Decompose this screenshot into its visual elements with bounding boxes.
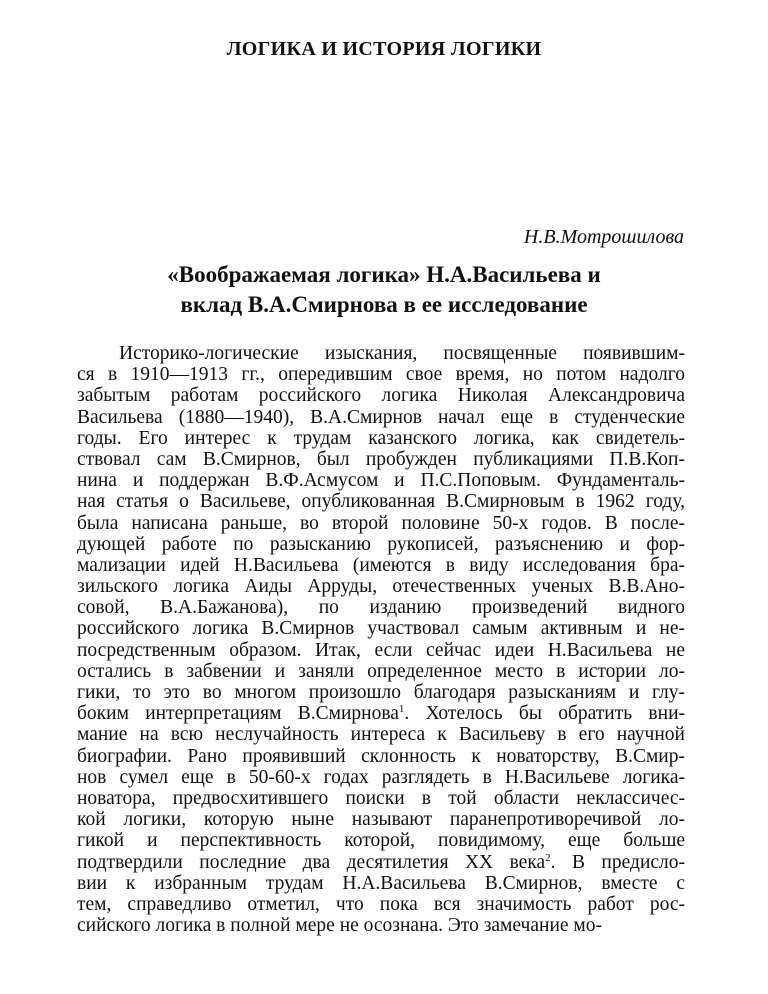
body-line: ная статья о Васильеве, опубликованная В.Смирновым в 1962 году, bbox=[77, 491, 685, 513]
body-line: мание на всю неслучайность интереса к Васильеву в его научной bbox=[77, 724, 685, 746]
article-title-line: «Воображаемая логика» Н.А.Васильева и bbox=[167, 262, 601, 287]
body-line: зильского логика Аиды Арруды, отечественных ученых В.В.Ано- bbox=[77, 576, 685, 598]
article-author: Н.В.Мотрошилова bbox=[523, 226, 684, 248]
body-line: вии к избранным трудам Н.А.Васильева В.Смирнов, вместе с bbox=[77, 872, 685, 894]
body-line: совой, В.А.Бажанова), по изданию произведений видного bbox=[77, 597, 685, 619]
body-line: забытым работам российского логика Николая Александровича bbox=[77, 385, 685, 407]
body-line: ствовал сам В.Смирнов, был пробужден публикациями П.В.Коп- bbox=[77, 448, 685, 470]
body-line: дующей работе по разысканию рукописей, разъяснению и фор- bbox=[77, 533, 685, 555]
body-line: Историко-логические изыскания, посвященные появившим- bbox=[119, 343, 685, 364]
body-line: годы. Его интерес к трудам казанского логика, как свидетель- bbox=[77, 427, 685, 449]
body-line-text: подтвердили последние два десятилетия XX века bbox=[77, 851, 546, 873]
body-line: ся в 1910—1913 гг., опередившим свое время, но потом надолго bbox=[77, 364, 685, 386]
body-line: гикой и перспективность которой, повидимому, еще больше bbox=[77, 830, 685, 852]
body-line: мализации идей Н.Васильева (имеются в виду исследования бра- bbox=[77, 554, 685, 576]
article-body bbox=[77, 343, 685, 936]
body-line: новатора, предвосхитившего поиски в той области неклассичес- bbox=[77, 787, 685, 809]
body-line: остались в забвении и заняли определенное место в истории ло- bbox=[77, 660, 685, 682]
footnote-marker[interactable]: 2 bbox=[545, 851, 551, 864]
body-line: нина и поддержан В.Ф.Асмусом и П.С.Поповым. Фундаменталь- bbox=[77, 470, 685, 492]
body-line-text: . Хотелось бы обратить вни- bbox=[404, 703, 685, 725]
article-title-line: вклад В.А.Смирнова в ее исследование bbox=[180, 292, 588, 317]
footnote-marker[interactable]: 1 bbox=[398, 703, 405, 716]
body-line-with-footnote bbox=[77, 703, 685, 724]
body-line: посредственным образом. Итак, если сейчас идеи Н.Васильева не bbox=[77, 639, 685, 661]
body-line-text: . В предисло- bbox=[550, 851, 686, 873]
body-line-with-footnote bbox=[77, 852, 685, 873]
body-line: Васильева (1880—1940), В.А.Смирнов начал еще в студенческие bbox=[77, 406, 685, 428]
body-line: гики, то это во многом произошло благодаря разысканиям и глу- bbox=[77, 682, 685, 703]
body-line: тем, справедливо отметил, что пока вся значимость работ рос- bbox=[77, 893, 685, 915]
body-line: кой логики, которую ныне называют паранепротиворечивой ло- bbox=[77, 809, 685, 831]
body-line: нов сумел еще в 50-60-х годах разглядеть в Н.Васильеве логика- bbox=[77, 766, 685, 788]
body-line: биографии. Рано проявивший склонность к новаторству, В.Смир- bbox=[77, 745, 685, 767]
body-line: сийского логика в полной мере не осознана. Это замечание мо- bbox=[77, 915, 603, 937]
article-title bbox=[0, 260, 768, 320]
section-title: ЛОГИКА И ИСТОРИЯ ЛОГИКИ bbox=[226, 38, 542, 60]
body-line-text: боким интерпретациям В.Смирнова bbox=[77, 703, 399, 725]
body-line: российского логика В.Смирнов участвовал самым активным и не- bbox=[77, 618, 685, 640]
body-line: была написана раньше, во второй половине 50-х годов. В после- bbox=[77, 512, 685, 534]
